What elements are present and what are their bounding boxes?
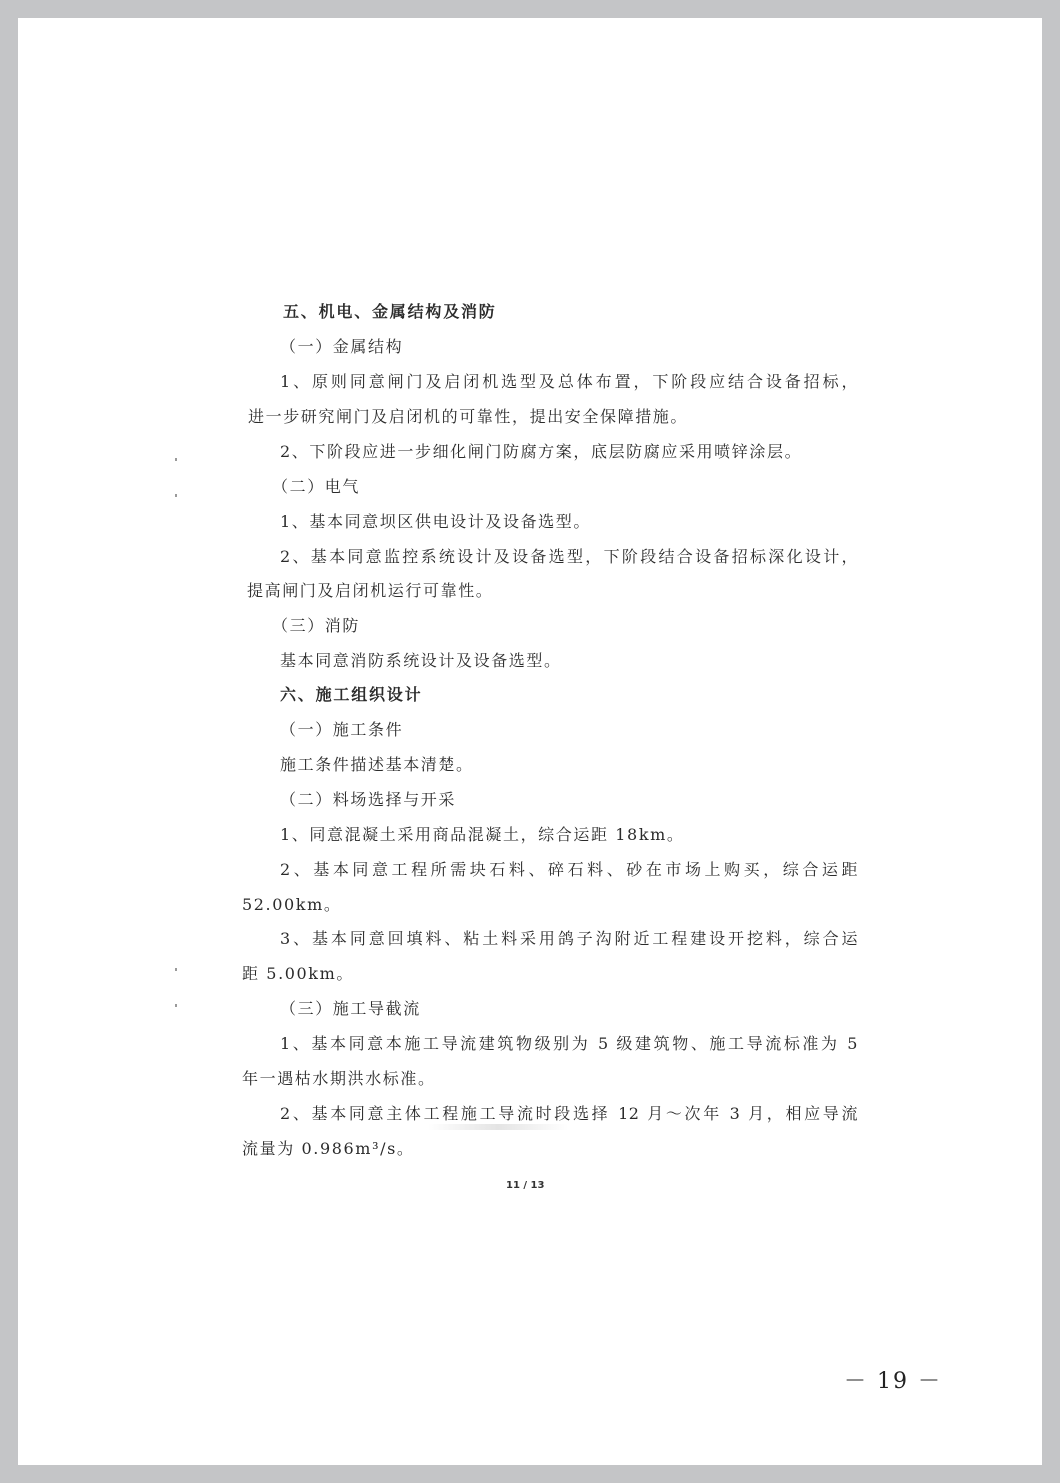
scan-speck: [175, 458, 177, 461]
section-heading-5: 五、机电、金属结构及消防: [283, 302, 497, 321]
subheading-construction-conditions: （一）施工条件: [280, 720, 404, 739]
page-number: － 19 －: [844, 1369, 942, 1394]
paragraph-line: 施工条件描述基本清楚。: [280, 755, 474, 774]
subheading-diversion: （三）施工导截流: [280, 999, 421, 1018]
paragraph-line: 1、基本同意坝区供电设计及设备选型。: [280, 512, 591, 531]
subheading-fire-protection: （三）消防: [272, 616, 361, 635]
scan-speck: [175, 1004, 177, 1007]
section-heading-6: 六、施工组织设计: [280, 685, 423, 704]
paragraph-line: 流量为 0.986m³/s。: [242, 1139, 415, 1158]
scan-smudge: [428, 1124, 568, 1130]
paragraph-line: 距 5.00km。: [242, 964, 354, 983]
paragraph-line: 1、同意混凝土采用商品混凝土，综合运距 18km。: [280, 825, 685, 844]
paragraph-line: 2、基本同意监控系统设计及设备选型，下阶段结合设备招标深化设计，: [280, 547, 858, 566]
paragraph-line: 进一步研究闸门及启闭机的可靠性，提出安全保障措施。: [248, 407, 689, 426]
subheading-material-yard: （二）料场选择与开采: [280, 790, 457, 809]
paragraph-line: 52.00km。: [242, 895, 342, 914]
subheading-metal-structure: （一）金属结构: [280, 337, 404, 356]
scan-speck: [175, 968, 177, 971]
paragraph-line: 1、基本同意本施工导流建筑物级别为 5 级建筑物、施工导流标准为 5: [280, 1034, 858, 1053]
paragraph-line: 1、原则同意闸门及启闭机选型及总体布置，下阶段应结合设备招标，: [280, 372, 858, 391]
paragraph-line: 2、基本同意主体工程施工导流时段选择 12 月～次年 3 月，相应导流: [280, 1104, 858, 1123]
paragraph-line: 3、基本同意回填料、粘土料采用鸽子沟附近工程建设开挖料，综合运: [280, 929, 858, 948]
pager: 11 / 13: [506, 1180, 545, 1191]
paragraph-line: 基本同意消防系统设计及设备选型。: [280, 651, 562, 670]
subheading-electrical: （二）电气: [272, 477, 361, 496]
paragraph-line: 2、基本同意工程所需块石料、碎石料、砂在市场上购买，综合运距: [280, 860, 858, 879]
document-page: [18, 18, 1042, 1465]
scan-speck: [175, 494, 177, 497]
paragraph-line: 年一遇枯水期洪水标准。: [242, 1069, 436, 1088]
paragraph-line: 提高闸门及启闭机运行可靠性。: [247, 581, 494, 600]
paragraph-line: 2、下阶段应进一步细化闸门防腐方案，底层防腐应采用喷锌涂层。: [280, 442, 803, 461]
